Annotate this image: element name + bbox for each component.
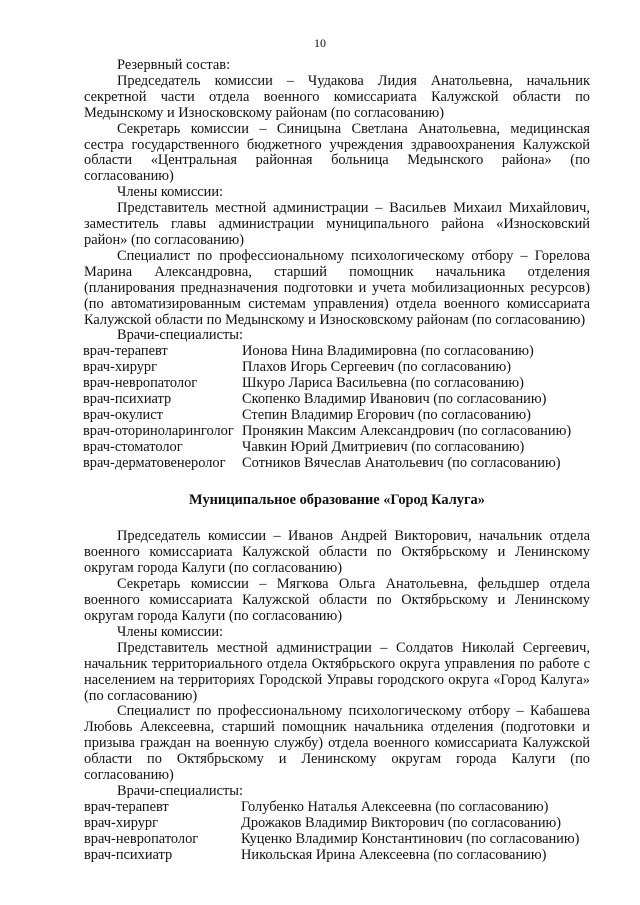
doctor-role: врач-невропатолог [84,830,199,847]
psych-specialist-paragraph: Специалист по профессиональному психологическому отбору – Кабашева Любовь Алексеевна, старший помощник начальника отделения (подготовки и призыва граждан на военную службу) отдела военного комиссариата Калужской области по Октябрьскому и Ленинскому округам города Калуги (по согласованию) [84,703,590,784]
doctor-role: врач-хирург [84,814,159,831]
doctor-role: врач-психиатр [84,846,173,863]
doctor-row [83,392,590,408]
doctor-role: врач-дерматовенеролог [83,454,226,471]
doctor-row [84,816,590,832]
document-body [84,58,590,864]
doctor-name: Шкуро Лариса Васильевна (по согласованию) [242,375,524,392]
doctor-row [83,424,590,440]
doctors-list [84,800,590,864]
doctor-row [83,344,590,360]
doctor-row [83,440,590,456]
doctor-role: врач-хирург [83,359,158,376]
doctor-row [83,376,590,392]
doctor-role: врач-невропатолог [83,375,198,392]
doctor-name: Скопенко Владимир Иванович (по согласованию) [242,391,547,408]
doctors-title: Врачи-специалисты: [117,782,243,799]
doctor-role: врач-окулист [83,406,163,423]
doctor-name: Дрожаков Владимир Викторович (по согласованию) [241,814,562,831]
secretary-paragraph: Секретарь комиссии – Мягкова Ольга Анатольевна, фельдшер отдела военного комиссариата Калужской области по Октябрьскому и Ленинскому округам города Калуги (по согласованию) [84,576,590,624]
doctor-name: Сотников Вячеслав Анатольевич (по согласованию) [242,454,561,471]
doctor-row [83,408,590,424]
psych-specialist-paragraph: Специалист по профессиональному психологическому отбору – Горелова Марина Александровна, старший помощник начальника отделения (планирования предназначения подготовки и учета мобилизационных ресурсов) (по автоматизированным системам управления) отдела военного комиссариата Калужской области по Медынскому и Износковскому районам (по согласованию) [84,247,590,328]
doctor-row [83,360,590,376]
admin-rep-paragraph: Представитель местной администрации – Солдатов Николай Сергеевич, начальник территориального отдела Октябрьского округа управления по работе с населением на территориях Городской Управы городского округа «Город Калуга» (по согласованию) [84,639,590,704]
doctor-name: Никольская Ирина Алексеевна (по согласованию) [241,846,547,863]
doctor-row [84,848,590,864]
doctor-name: Пронякин Максим Александрович (по согласованию) [242,422,572,439]
page-number: 10 [314,36,326,50]
doctor-role: врач-терапевт [83,343,168,360]
doctor-role: врач-оториноларинголог [83,422,234,439]
admin-rep-paragraph: Представитель местной администрации – Васильев Михаил Михайлович, заместитель главы администрации муниципального района «Износковский район» (по согласованию) [84,200,590,248]
doctors-list [84,344,590,471]
doctor-row [84,832,590,848]
members-title: Члены комиссии: [117,623,224,640]
doctor-row [84,800,590,816]
doctor-role: врач-стоматолог [83,438,183,455]
doctor-name: Голубенко Наталья Алексеевна (по согласованию) [241,798,549,815]
chairman-paragraph: Председатель комиссии – Иванов Андрей Викторович, начальник отдела военного комиссариата Калужской области по Октябрьскому и Ленинскому округам города Калуги (по согласованию) [84,528,590,577]
doctor-name: Ионова Нина Владимировна (по согласованию) [242,343,534,360]
members-title: Члены комиссии: [117,184,224,201]
doctor-name: Куценко Владимир Константинович (по согласованию) [241,830,580,847]
doctor-role: врач-психиатр [83,391,172,408]
doctors-title: Врачи-специалисты: [117,327,243,344]
doctor-name: Плахов Игорь Сергеевич (по согласованию) [242,359,511,376]
doctor-name: Степин Владимир Егорович (по согласованию) [242,406,531,423]
doctor-row [83,456,590,472]
section-heading: Муниципальное образование «Город Калуга» [189,491,485,508]
reserve-title: Резервный состав: [117,57,231,73]
secretary-paragraph: Секретарь комиссии – Синицына Светлана Анатольевна, медицинская сестра государственного бюджетного учреждения здравоохранения Калужской области «Центральная районная больница Медынского района» (по согласованию) [84,120,590,185]
chairman-paragraph: Председатель комиссии – Чудакова Лидия Анатольевна, начальник секретной части отдела военного комиссариата Калужской области по Медынскому и Износковскому районам (по согласованию) [84,72,590,121]
doctor-name: Чавкин Юрий Дмитриевич (по согласованию) [242,438,525,455]
doctor-role: врач-терапевт [84,798,169,815]
